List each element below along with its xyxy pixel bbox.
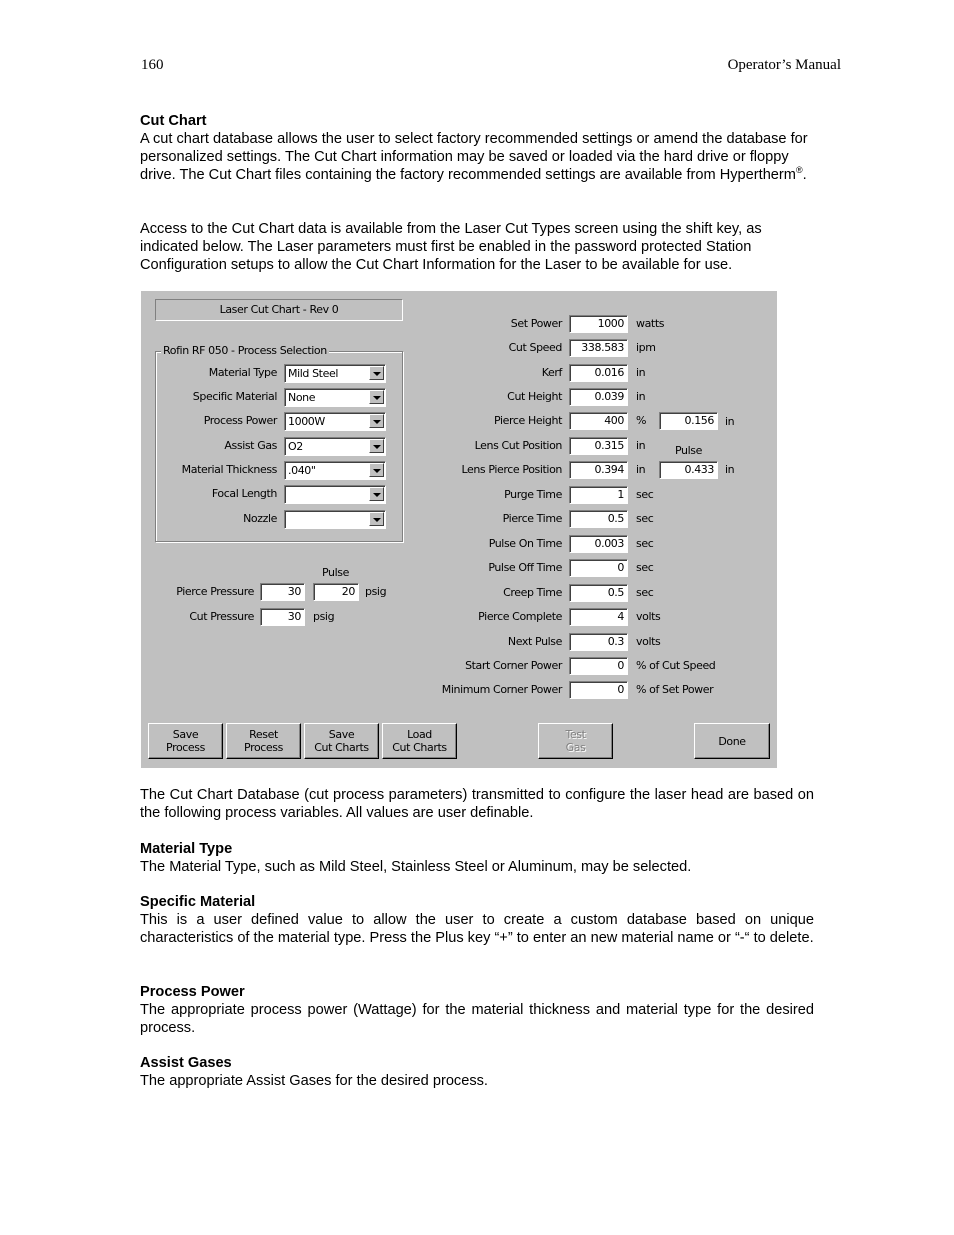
specific-material-select[interactable] <box>284 388 386 407</box>
focal-length-label: Focal Length <box>211 487 277 500</box>
creep-time-label: Creep Time <box>503 586 562 599</box>
process-power-label: Process Power <box>203 414 277 427</box>
pulse-on-time-label: Pulse On Time <box>488 537 562 550</box>
assist-gases-section <box>140 1054 814 1090</box>
cut-pressure-input[interactable]: 30 <box>260 608 305 626</box>
section-heading: Process Power <box>140 984 245 1000</box>
cut-speed-unit: ipm <box>636 341 656 354</box>
cut-height-label: Cut Height <box>507 390 562 403</box>
lens-cut-position-label: Lens Cut Position <box>474 439 562 452</box>
chevron-down-icon[interactable] <box>369 414 384 428</box>
focal-length-select[interactable] <box>284 485 386 504</box>
pierce-height-in-input[interactable]: 0.156 <box>659 412 718 430</box>
test-gas-button[interactable]: Test Gas <box>538 723 613 759</box>
save-cut-charts-button[interactable]: Save Cut Charts <box>304 723 379 759</box>
section-heading: Assist Gases <box>140 1055 232 1071</box>
start-corner-power-unit: % of Cut Speed <box>636 659 716 672</box>
load-cut-charts-button[interactable]: Load Cut Charts <box>382 723 457 759</box>
chevron-down-icon[interactable] <box>369 390 384 404</box>
pulse-on-time-input[interactable]: 0.003 <box>569 535 628 553</box>
section-text: This is a user defined value to allow the user to create a custom database based on unique characteristics of the material type. Press the Plus key “+” to enter an new material name or “-“ to delete. <box>140 912 814 946</box>
pierce-height-input[interactable]: 400 <box>569 412 628 430</box>
cut-pressure-label: Cut Pressure <box>189 610 254 623</box>
pierce-height-unit: % <box>636 414 647 427</box>
lens-cut-position-input[interactable]: 0.315 <box>569 437 628 455</box>
purge-time-unit: sec <box>636 488 654 501</box>
page-number: 160 <box>141 57 164 73</box>
next-pulse-unit: volts <box>636 635 661 648</box>
creep-time-input[interactable]: 0.5 <box>569 584 628 602</box>
pierce-time-label: Pierce Time <box>502 512 562 525</box>
assist-gas-select[interactable] <box>284 437 386 456</box>
dialog-title: Laser Cut Chart - Rev 0 <box>219 303 339 316</box>
specific-material-section <box>140 893 814 947</box>
reset-process-button[interactable]: Reset Process <box>226 723 301 759</box>
done-button[interactable]: Done <box>694 723 770 759</box>
registered-mark: ® <box>795 165 803 176</box>
nozzle-label: Nozzle <box>243 512 277 525</box>
pierce-complete-input[interactable]: 4 <box>569 608 628 626</box>
pierce-pressure-pulse-input[interactable]: 20 <box>313 583 359 601</box>
material-type-label: Material Type <box>208 366 277 379</box>
cut-speed-input[interactable]: 338.583 <box>569 339 628 357</box>
material-thickness-select[interactable] <box>284 461 386 480</box>
assist-gas-label: Assist Gas <box>224 439 277 452</box>
minimum-corner-power-unit: % of Set Power <box>636 683 714 696</box>
section-text: The appropriate Assist Gases for the desired process. <box>140 1073 488 1089</box>
chevron-down-icon[interactable] <box>369 366 384 380</box>
set-power-label: Set Power <box>510 317 562 330</box>
set-power-unit: watts <box>636 317 665 330</box>
material-type-section <box>140 840 814 876</box>
lens-cut-position-unit: in <box>636 439 646 452</box>
material-thickness-value: .040" <box>288 464 316 477</box>
cut-height-unit: in <box>636 390 646 403</box>
material-type-select[interactable] <box>284 364 386 383</box>
laser-cut-chart-dialog <box>141 291 777 768</box>
pierce-pressure-input[interactable]: 30 <box>260 583 305 601</box>
pierce-complete-unit: volts <box>636 610 661 623</box>
pierce-height-in-unit: in <box>725 415 735 428</box>
kerf-label: Kerf <box>541 366 562 379</box>
manual-title: Operator’s Manual <box>727 57 841 73</box>
lens-pierce-position-unit: in <box>636 463 646 476</box>
start-corner-power-input[interactable]: 0 <box>569 657 628 675</box>
next-pulse-label: Next Pulse <box>507 635 562 648</box>
section-text: The Material Type, such as Mild Steel, Stainless Steel or Aluminum, may be selected. <box>140 859 692 875</box>
specific-material-value: None <box>288 391 316 404</box>
assist-gas-value: O2 <box>288 440 303 453</box>
pierce-height-label: Pierce Height <box>494 414 562 427</box>
chevron-down-icon[interactable] <box>369 512 384 526</box>
save-process-button[interactable]: Save Process <box>148 723 223 759</box>
pierce-time-unit: sec <box>636 512 654 525</box>
pulse-on-time-unit: sec <box>636 537 654 550</box>
pierce-pressure-unit: psig <box>365 585 387 598</box>
kerf-input[interactable]: 0.016 <box>569 364 628 382</box>
process-selection-label: Rofin RF 050 - Process Selection <box>163 344 327 357</box>
lens-pulse-label: Pulse <box>675 444 702 457</box>
process-power-section <box>140 983 814 1037</box>
process-power-select[interactable] <box>284 412 386 431</box>
next-pulse-input[interactable]: 0.3 <box>569 633 628 651</box>
cut-pressure-unit: psig <box>313 610 335 623</box>
pierce-complete-label: Pierce Complete <box>478 610 562 623</box>
set-power-input[interactable]: 1000 <box>569 315 628 333</box>
intro-paragraph: A cut chart database allows the user to select factory recommended settings or amend the database for personalized settings. The Cut Chart information may be saved or loaded via the hard drive or floppy drive. The Cut Chart files containing the factory recommended settings are available from Hypertherm®. <box>140 131 808 183</box>
pierce-pressure-label: Pierce Pressure <box>176 585 254 598</box>
lens-pulse-input[interactable]: 0.433 <box>659 461 718 479</box>
minimum-corner-power-label: Minimum Corner Power <box>441 683 562 696</box>
minimum-corner-power-input[interactable]: 0 <box>569 681 628 699</box>
lens-pulse-unit: in <box>725 463 735 476</box>
purge-time-input[interactable]: 1 <box>569 486 628 504</box>
section-heading: Specific Material <box>140 894 256 910</box>
chevron-down-icon[interactable] <box>369 463 384 477</box>
process-power-value: 1000W <box>288 415 325 428</box>
start-corner-power-label: Start Corner Power <box>465 659 562 672</box>
process-variables-paragraph: The Cut Chart Database (cut process parameters) transmitted to configure the laser head are based on the following process variables. All values are user definable. <box>140 787 814 821</box>
lens-pierce-position-label: Lens Pierce Position <box>461 463 562 476</box>
chevron-down-icon[interactable] <box>369 487 384 501</box>
pulse-off-time-unit: sec <box>636 561 654 574</box>
pierce-time-input[interactable]: 0.5 <box>569 510 628 528</box>
cut-height-input[interactable]: 0.039 <box>569 388 628 406</box>
pressure-pulse-label: Pulse <box>322 566 349 579</box>
cut-speed-label: Cut Speed <box>508 341 562 354</box>
pulse-off-time-label: Pulse Off Time <box>488 561 562 574</box>
pulse-off-time-input[interactable]: 0 <box>569 559 628 577</box>
access-paragraph: Access to the Cut Chart data is available from the Laser Cut Types screen using the shift key, as indicated below. The Laser parameters must first be enabled in the password protected Station Configuration setups to allow the Cut Chart Information for the Laser to be available for use. <box>140 221 762 273</box>
lens-pierce-position-input[interactable]: 0.394 <box>569 461 628 479</box>
purge-time-label: Purge Time <box>504 488 562 501</box>
nozzle-select[interactable] <box>284 510 386 529</box>
chevron-down-icon[interactable] <box>369 439 384 453</box>
creep-time-unit: sec <box>636 586 654 599</box>
intro-section <box>140 112 814 184</box>
section-heading: Material Type <box>140 841 233 857</box>
material-type-value: Mild Steel <box>288 367 338 380</box>
section-text: The appropriate process power (Wattage) for the material thickness and material type for the desired process. <box>140 1002 814 1036</box>
material-thickness-label: Material Thickness <box>181 463 277 476</box>
kerf-unit: in <box>636 366 646 379</box>
specific-material-label: Specific Material <box>192 390 277 403</box>
dialog-title-box <box>155 299 403 321</box>
section-heading: Cut Chart <box>140 113 207 129</box>
